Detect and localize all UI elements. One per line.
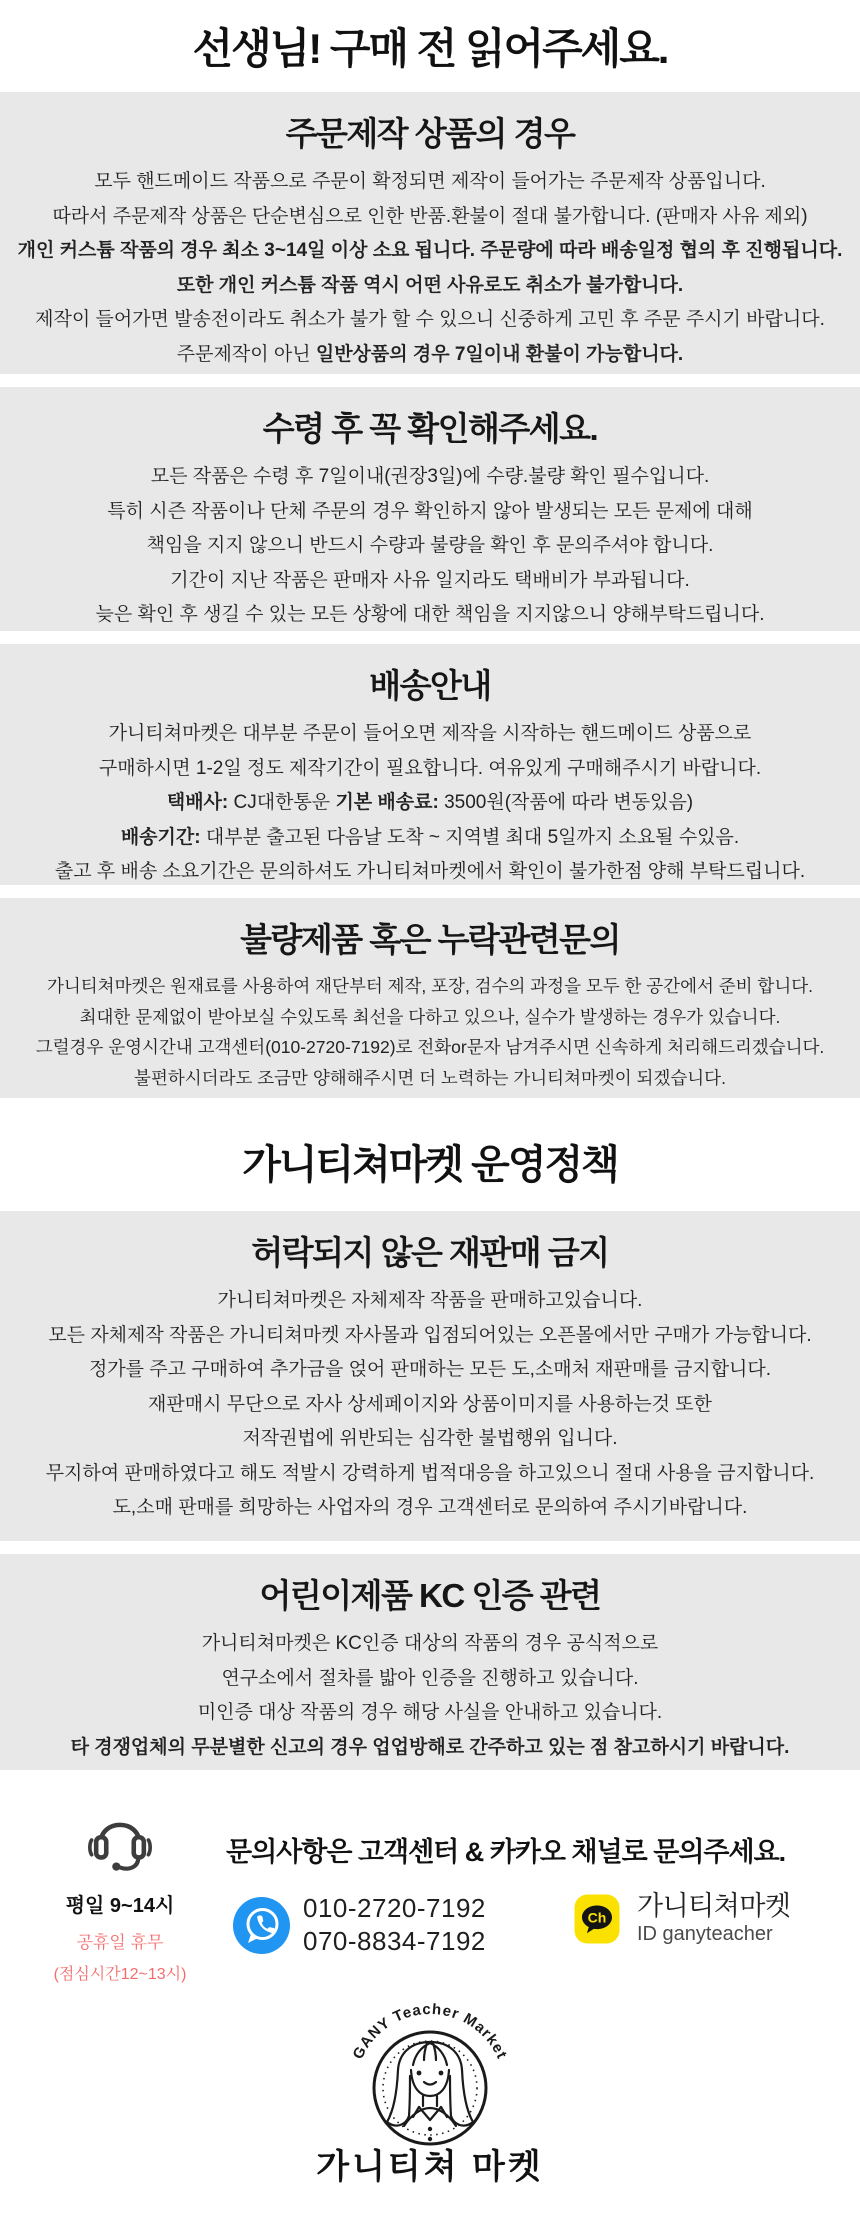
notice-line: 가니티쳐마켓은 KC인증 대상의 작품의 경우 공식적으로 [201,1633,659,1654]
notice-line: 최대한 문제없이 받아보실 수있도록 최선을 다하고 있으나, 실수가 발생하는 경우가 있습니다. [79,1006,781,1027]
notice-line: 모든 자체제작 작품은 가니티쳐마켓 자사몰과 입점되어있는 오픈몰에서만 구매가 가능합니다. [48,1324,812,1346]
notice-line: 책임을 지지 않으니 반드시 수량과 불량을 확인 후 문의주셔야 합니다. [146,535,714,556]
section-shipping [0,644,860,885]
notice-line: 특히 시즌 작품이나 단체 주문의 경우 확인하지 않아 발생되는 모든 문제에 대해 [107,500,753,522]
page-title: 선생님! 구매 전 읽어주세요. [192,25,668,72]
section-heading: 어린이제품 KC 인증 관련 [259,1577,601,1614]
phone-number-primary: 010-2720-7192 [303,1893,486,1923]
shipping-fee-value: 3500원(작품에 따라 변동있음) [438,792,694,813]
footer-contact-area [0,1770,860,2214]
kakao-channel-block [574,1892,791,1946]
phone-icon [233,1897,290,1954]
notice-line: 늦은 확인 후 생길 수 있는 모든 상황에 대한 책임을 지지않으니 양해부탁드립니다. [95,604,765,625]
notice-line: 미인증 대상 작품의 경우 해당 사실을 안내하고 있습니다. [197,1702,663,1723]
notice-line: 연구소에서 절차를 밟아 인증을 진행하고 있습니다. [221,1667,639,1689]
section-defect-inquiry [0,898,860,1098]
notice-line: 가니티쳐마켓은 자체제작 작품을 판매하고있습니다. [217,1290,643,1311]
section-heading: 불량제품 혹은 누락관련문의 [240,921,620,958]
section-resale-ban [0,1211,860,1541]
kakao-channel-name: 가니티쳐마켓 [637,1891,791,1921]
notice-line-emphasis: 타 경쟁업체의 무분별한 신고의 경우 업업방해로 간주하고 있는 점 참고하시기 바랍니다. [70,1736,790,1758]
notice-line: 제작이 들어가면 발송전이라도 취소가 불가 할 수 있으니 신중하게 고민 후 주문 주시기 바랍니다. [35,309,825,330]
section-kc-certification [0,1554,860,1770]
shipping-carrier-value: CJ대한통운 [228,792,336,813]
policy-title-band [0,1111,860,1211]
business-hours-block [35,1889,205,1984]
hero-banner [0,0,860,92]
lunch-notice: (점심시간12~13시) [53,1966,187,1983]
shipping-carrier-label: 택배사: [166,792,229,813]
section-heading: 허락되지 않은 재판매 금지 [251,1234,609,1271]
notice-line [0,821,860,856]
notice-line: 재판매시 무단으로 자사 상세페이지와 상품이미지를 사용하는것 또한 [148,1393,712,1415]
notice-line: 기간이 지난 작품은 판매자 사유 일지라도 택배비가 부과됩니다. [170,569,690,591]
kakao-channel-icon [574,1894,620,1944]
business-hours: 평일 9~14시 [65,1895,175,1917]
section-check-after-receipt [0,387,860,631]
policy-title: 가니티쳐마켓 운영정책 [242,1142,618,1187]
phone-contact-block [233,1892,486,1958]
kakao-channel-text [637,1892,791,1946]
stamp-arc-text: GANY Teacher Market [349,2000,511,2062]
section-custom-order [0,92,860,374]
phone-number-secondary: 070-8834-7192 [303,1926,486,1956]
notice-line: 모두 핸드메이드 작품으로 주문이 확정되면 제작이 들어가는 주문제작 상품입니다. [94,171,766,192]
kakao-badge-label: Ch [587,1909,607,1926]
notice-line: 가니티쳐마켓은 원재료를 사용하여 재단부터 제작, 포장, 검수의 과정을 모두 한 공간에서 준비 합니다. [46,976,814,996]
notice-line-warning: 개인 커스튬 작품의 경우 최소 3~14일 이상 소요 됩니다. 주문량에 따라 배송일정 협의 후 진행됩니다. [17,240,843,261]
shipping-period-label: 배송기간: [120,826,201,848]
holiday-notice: 공휴일 휴무 [76,1933,164,1952]
notice-line: 도,소매 판매를 희망하는 사업자의 경우 고객센터로 문의하여 주시기바랍니다. [112,1497,748,1518]
notice-line: 무지하여 판매하였다고 해도 적발시 강력하게 법적대응을 하고있으니 절대 사용을 금지합니다. [45,1462,815,1484]
section-heading: 주문제작 상품의 경우 [285,115,575,152]
notice-line: 가니티쳐마켓은 대부분 주문이 들어오면 제작을 시작하는 핸드메이드 상품으로 [108,723,752,744]
notice-line-part: 주문제작이 아닌 [176,343,316,365]
contact-heading: 문의사항은 고객센터 & 카카오 채널로 문의주세요. [226,1837,786,1867]
notice-line: 따라서 주문제작 상품은 단순변심으로 인한 반품.환불이 절대 불가합니다. (판매자 사유 제외) [52,205,808,227]
notice-line-warning: 또한 개인 커스튬 작품 역시 어떤 사유로도 취소가 불가합니다. [176,274,684,296]
notice-line: 그럴경우 운영시간내 고객센터(010-2720-7192)로 전화or문자 남겨주시면 신속하게 처리해드리겠습니다. [35,1037,825,1057]
notice-line: 모든 작품은 수령 후 7일이내(권장3일)에 수량.불량 확인 필수입니다. [150,466,710,487]
section-heading: 수령 후 꼭 확인해주세요. [262,410,598,447]
notice-line: 저작권법에 위반되는 심각한 불법행위 입니다. [242,1428,618,1449]
notice-line: 출고 후 배송 소요기간은 문의하셔도 가니티쳐마켓에서 확인이 불가한점 양해 부탁드립니다. [54,861,806,882]
shipping-period-value: 대부분 출고된 다음날 도착 ~ 지역별 최대 5일까지 소요될 수있음. [200,826,740,848]
kakao-channel-id: ID ganyteacher [637,1923,773,1945]
brand-name: 가니티쳐 마켓 [316,2148,544,2186]
brand-stamp-logo [300,1966,560,2166]
notice-line [0,786,860,821]
notice-line: 불편하시더라도 조금만 양해해주시면 더 노력하는 가니티쳐마켓이 되겠습니다. [134,1067,726,1088]
section-heading: 배송안내 [369,667,491,704]
notice-line-part-bold: 일반상품의 경우 7일이내 환불이 가능합니다. [315,343,684,365]
phone-numbers [303,1892,486,1958]
stamp-girl-illustration [387,2042,473,2141]
shipping-fee-label: 기본 배송료: [335,792,439,813]
notice-line: 정가를 주고 구매하여 추가금을 얹어 판매하는 모든 도,소매처 재판매를 금지합니다. [88,1359,772,1380]
headset-icon [87,1804,153,1876]
notice-line [0,338,860,373]
notice-line: 구매하시면 1-2일 정도 제작기간이 필요합니다. 여유있게 구매해주시기 바랍니다. [98,757,762,779]
